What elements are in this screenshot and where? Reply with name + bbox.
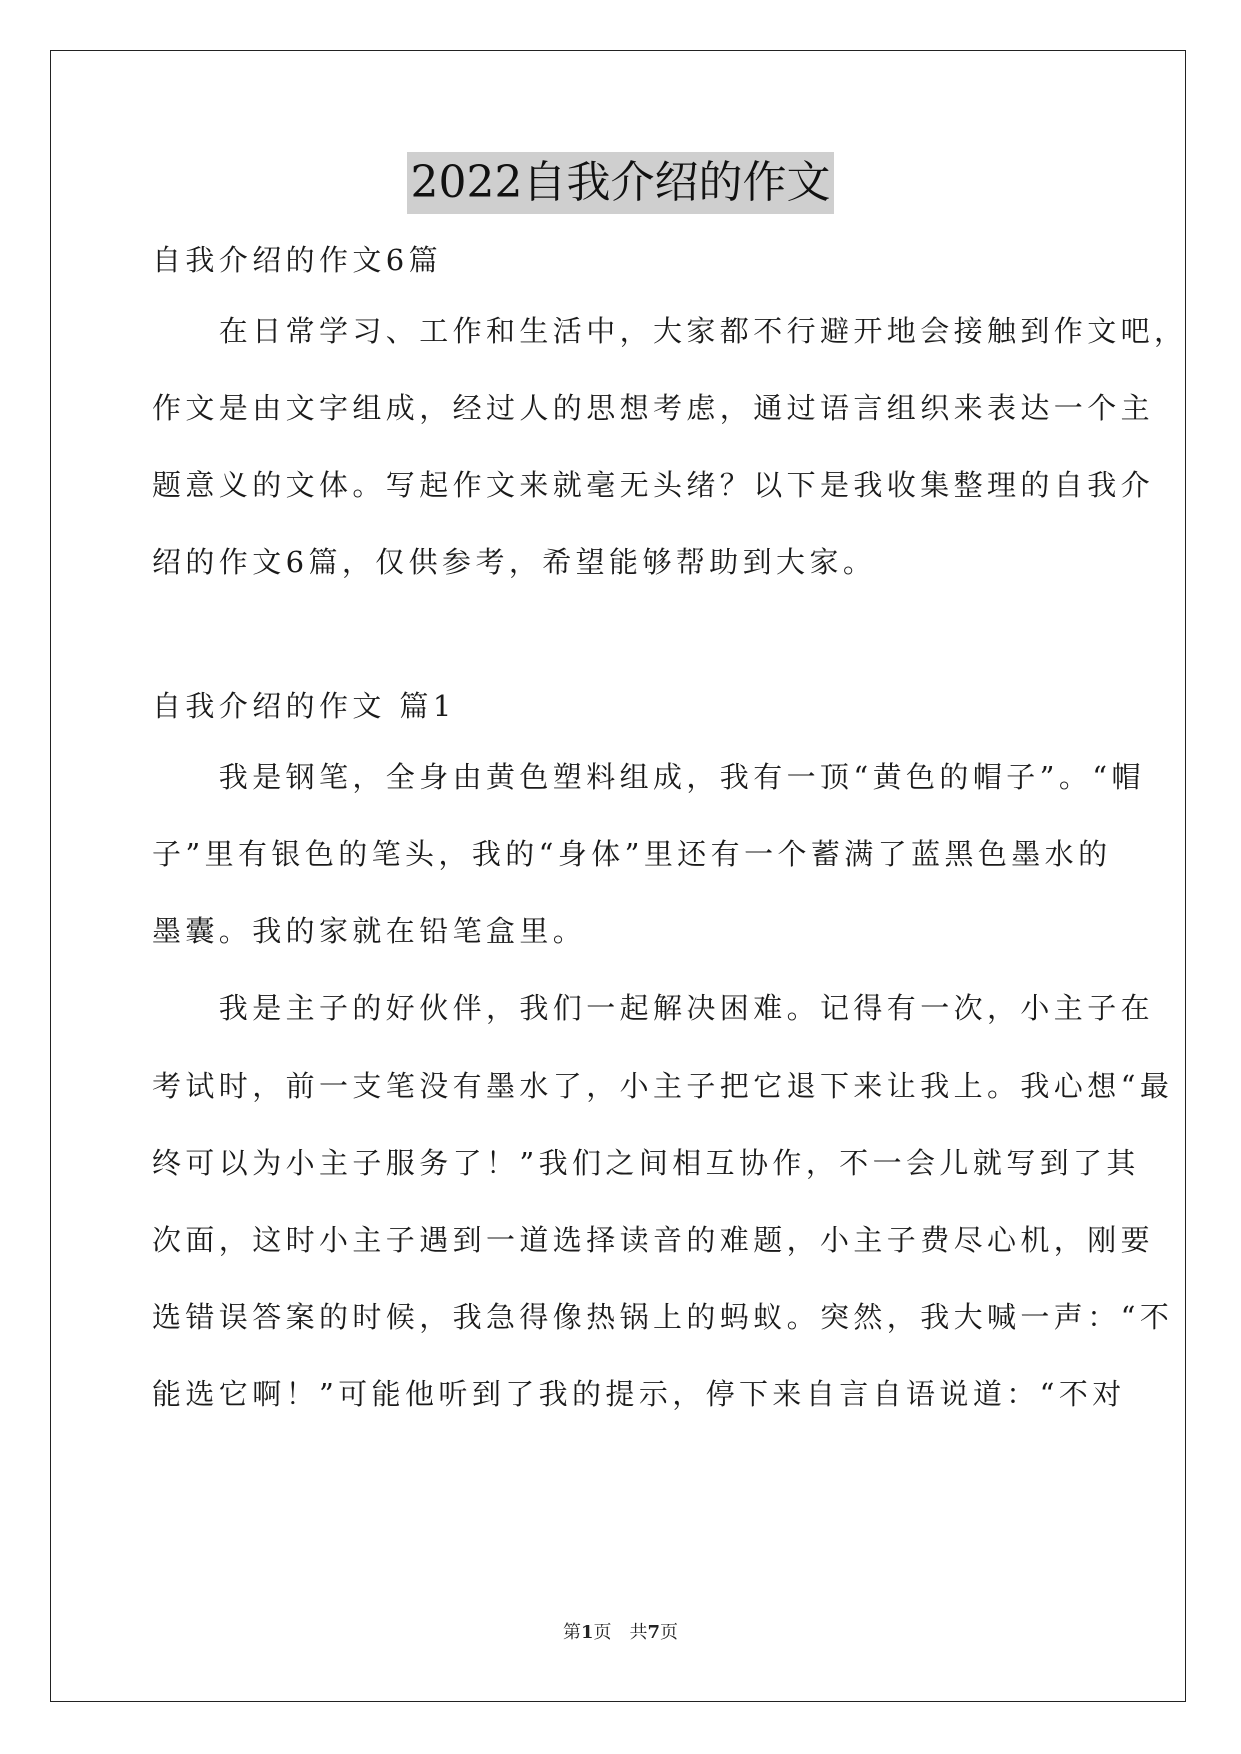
title-container	[0, 152, 1241, 214]
footer-page-number: 1	[580, 1622, 594, 1643]
footer-mid: 页 共	[593, 1622, 648, 1643]
paragraph-line: 能选它啊！”可能他听到了我的提示，停下来自言自语说道：“不对	[152, 1377, 1126, 1411]
paragraph-line: 选错误答案的时候，我急得像热锅上的蚂蚁。突然，我大喊一声：“不	[152, 1300, 1174, 1334]
footer-page-total: 7	[647, 1622, 661, 1643]
footer-suffix: 页	[660, 1622, 679, 1643]
paragraph-line: 我是主子的好伙伴，我们一起解决困难。记得有一次，小主子在	[152, 991, 1155, 1025]
section-heading: 自我介绍的作文6篇	[152, 243, 443, 277]
paragraph-line: 次面，这时小主子遇到一道选择读音的难题，小主子费尽心机，刚要	[152, 1223, 1155, 1257]
paragraph-line: 在日常学习、工作和生活中，大家都不行避开地会接触到作文吧，	[152, 314, 1188, 348]
page-footer	[0, 1618, 1241, 1644]
document-title: 2022自我介绍的作文	[407, 152, 835, 214]
paragraph-line: 题意义的文体。写起作文来就毫无头绪？以下是我收集整理的自我介	[152, 468, 1155, 502]
paragraph-line: 我是钢笔，全身由黄色塑料组成，我有一顶“黄色的帽子”。“帽	[152, 760, 1145, 794]
paragraph-line: 考试时，前一支笔没有墨水了，小主子把它退下来让我上。我心想“最	[152, 1069, 1174, 1103]
section-heading: 自我介绍的作文 篇1	[152, 689, 456, 723]
paragraph-line: 子”里有银色的笔头，我的“身体”里还有一个蓄满了蓝黑色墨水的	[152, 837, 1112, 871]
paragraph-line: 作文是由文字组成，经过人的思想考虑，通过语言组织来表达一个主	[152, 391, 1155, 425]
paragraph-line: 绍的作文6篇，仅供参考，希望能够帮助到大家。	[152, 545, 877, 579]
paragraph-line: 终可以为小主子服务了！”我们之间相互协作，不一会儿就写到了其	[152, 1146, 1140, 1180]
page-border	[50, 50, 1186, 1702]
footer-prefix: 第	[562, 1622, 581, 1643]
paragraph-line: 墨囊。我的家就在铅笔盒里。	[152, 914, 587, 948]
